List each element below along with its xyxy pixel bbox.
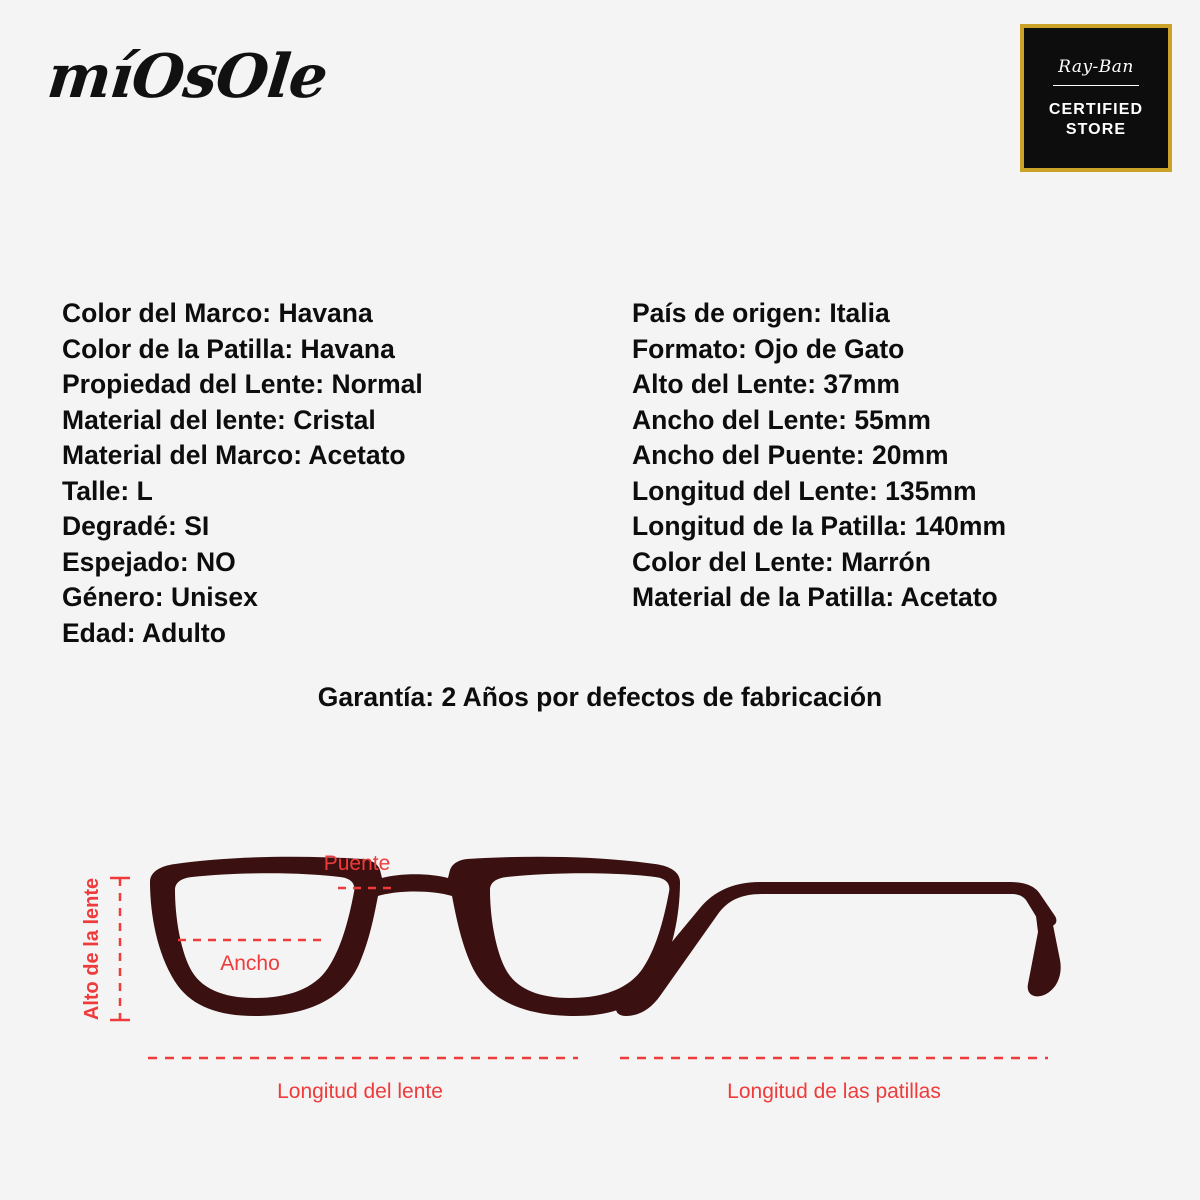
spec-item: País de origen: Italia [632, 298, 890, 328]
spec-item: Talle: L [62, 475, 153, 506]
bridge-label: Puente [323, 852, 391, 875]
spec-item: Espejado: NO [62, 546, 236, 577]
spec-item: Género: Unisex [62, 582, 258, 612]
spec-item: Ancho del Lente: 55mm [632, 404, 931, 435]
measurement-diagram [0, 820, 1200, 1120]
spec-item: Degradé: SI [62, 511, 210, 541]
brand-logo: míOsOle [44, 42, 331, 112]
temple-length-caption: Longitud de las patillas [727, 1080, 941, 1103]
spec-item: Formato: Ojo de Gato [632, 333, 905, 364]
front-view-glasses-icon [150, 857, 680, 1016]
spec-item: Edad: Adulto [62, 617, 226, 648]
spec-item: Material del Marco: Acetato [62, 440, 406, 470]
side-view-temple-icon [616, 882, 1061, 1016]
spec-item: Ancho del Puente: 20mm [632, 440, 949, 470]
spec-item: Color de la Patilla: Havana [62, 333, 395, 364]
spec-item: Material del lente: Cristal [62, 404, 376, 435]
spec-item: Color del Marco: Havana [62, 298, 373, 328]
ray-ban-script-logo: Ray-Ban [1058, 56, 1134, 77]
badge-line-2: STORE [1065, 120, 1127, 138]
spec-column-left [0, 296, 570, 651]
badge-line-1: CERTIFIED [1048, 100, 1144, 118]
lens-width-label: Ancho [220, 952, 280, 975]
badge-divider [1053, 85, 1139, 86]
spec-item: Longitud de la Patilla: 140mm [632, 511, 1007, 541]
ray-ban-certified-store-badge [1020, 24, 1172, 172]
spec-column-right [570, 296, 1200, 651]
spec-item: Material de la Patilla: Acetato [632, 582, 998, 612]
spec-item: Alto del Lente: 37mm [632, 369, 900, 399]
spec-item: Longitud del Lente: 135mm [632, 475, 977, 506]
lens-height-label: Alto de la lente [81, 877, 103, 1021]
specification-list [0, 296, 1200, 651]
lens-length-caption: Longitud del lente [277, 1080, 443, 1103]
spec-item: Propiedad del Lente: Normal [62, 369, 423, 399]
spec-item: Color del Lente: Marrón [632, 546, 931, 577]
warranty-note: Garantía: 2 Años por defectos de fabricación [317, 682, 883, 712]
